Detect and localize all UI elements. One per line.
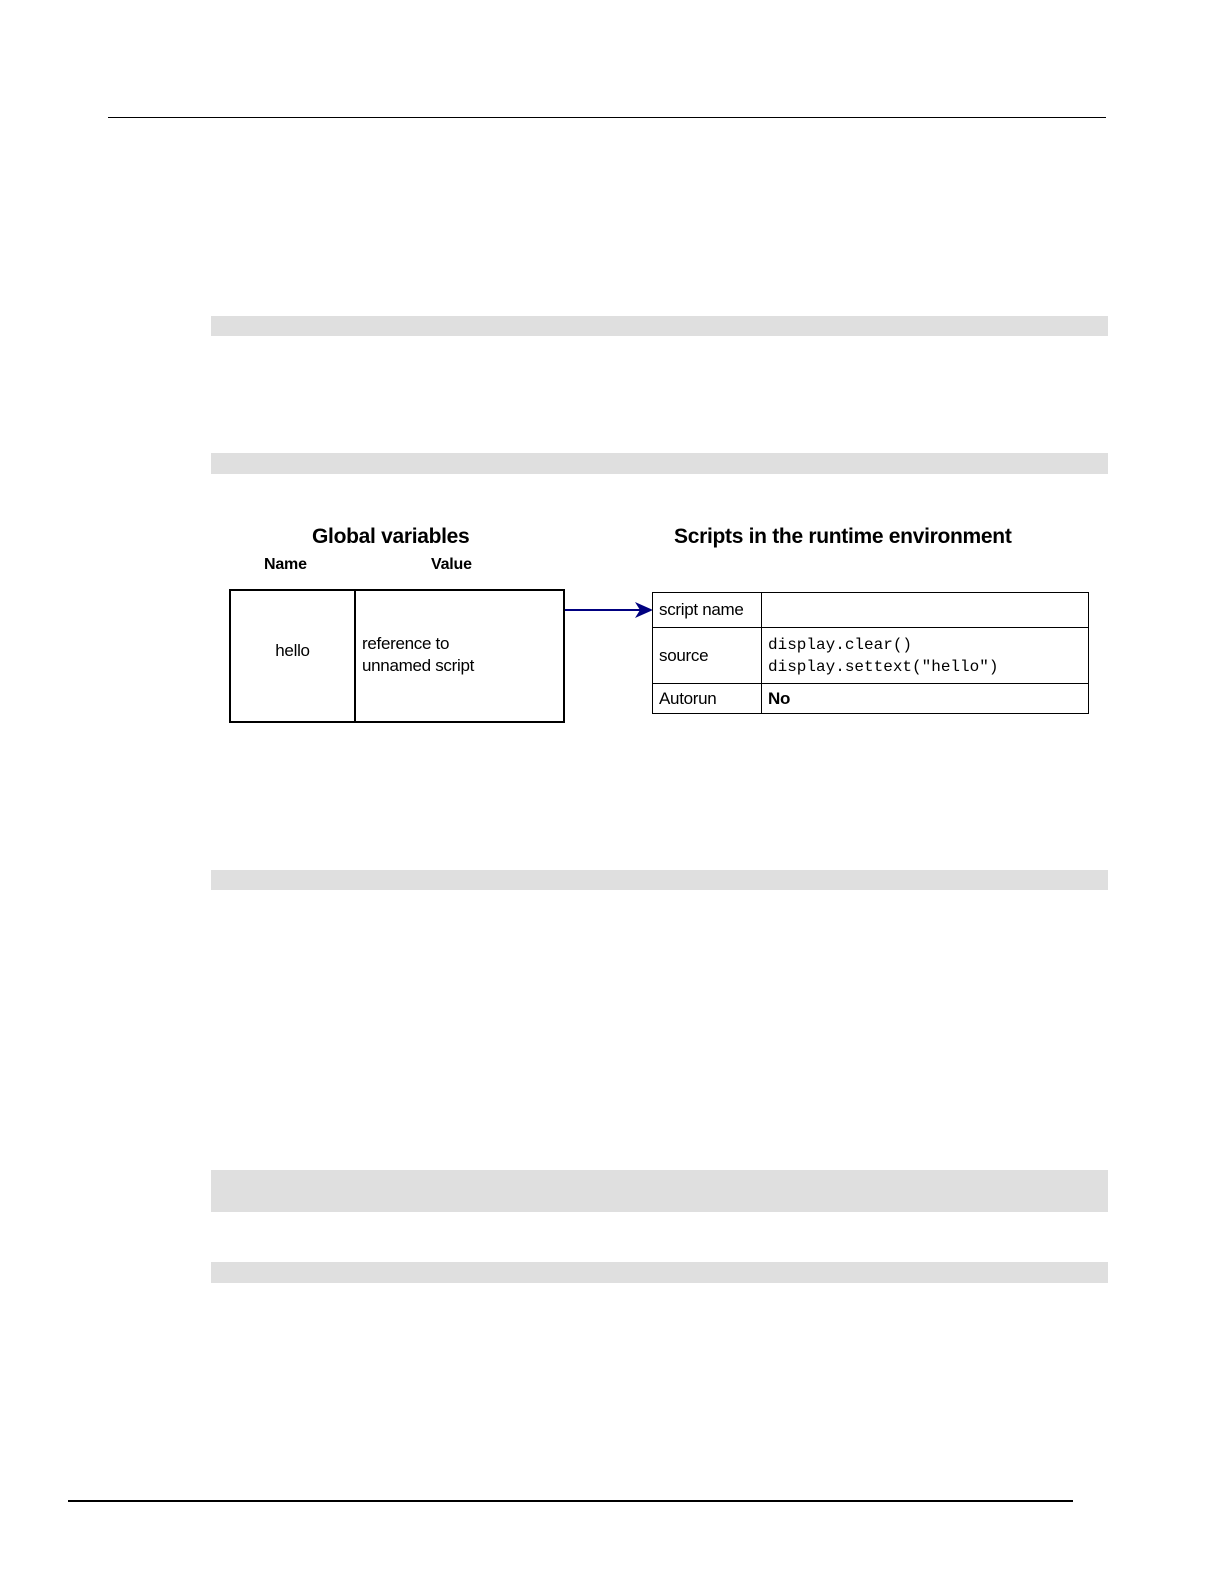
reference-arrow-icon	[565, 600, 657, 620]
autorun-value: No	[762, 684, 1089, 714]
variable-value-line: reference to	[362, 634, 450, 653]
autorun-label: Autorun	[653, 684, 762, 714]
runtime-script-table	[652, 592, 1089, 714]
code-block-bar	[211, 870, 1108, 890]
source-code-line: display.clear()	[768, 635, 913, 654]
global-variables-title: Global variables	[312, 525, 470, 548]
code-block-bar	[211, 1262, 1108, 1283]
runtime-environment-title: Scripts in the runtime environment	[674, 525, 1012, 548]
script-name-label: script name	[653, 593, 762, 628]
table-row	[653, 628, 1089, 684]
header-rule	[108, 117, 1106, 118]
variable-name: hello	[275, 641, 310, 660]
code-block-bar	[211, 1170, 1108, 1212]
code-block-bar	[211, 453, 1108, 474]
variable-value-line: unnamed script	[362, 656, 475, 675]
table-row	[653, 684, 1089, 714]
table-row	[653, 593, 1089, 628]
global-variable-entry	[229, 589, 565, 723]
variable-value	[362, 633, 562, 677]
value-column-header: Value	[431, 556, 472, 573]
source-code	[762, 628, 1089, 684]
code-block-bar	[211, 316, 1108, 336]
source-label: source	[653, 628, 762, 684]
name-column-header: Name	[264, 556, 307, 573]
script-name-value	[762, 593, 1089, 628]
column-divider	[354, 591, 356, 721]
footer-rule	[68, 1500, 1073, 1502]
source-code-line: display.settext("hello")	[768, 657, 999, 676]
